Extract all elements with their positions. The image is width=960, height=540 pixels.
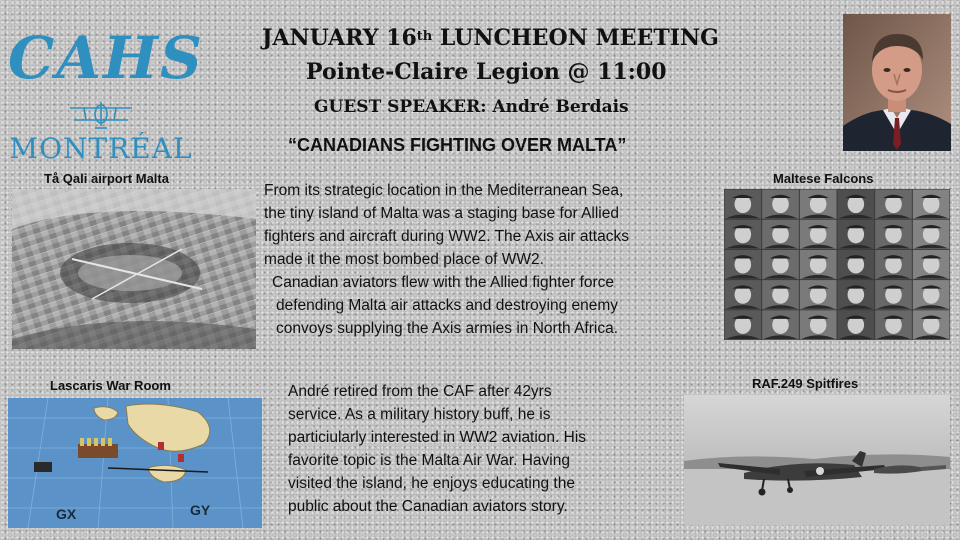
pilot-portrait — [838, 310, 875, 339]
pilot-portrait — [725, 220, 762, 249]
pilot-portrait — [875, 250, 912, 279]
pilot-portrait — [762, 310, 799, 339]
label-airport: Tå Qali airport Malta — [44, 171, 169, 186]
pilot-portrait — [875, 220, 912, 249]
airport-aerial-photo — [12, 189, 256, 349]
pilot-portrait — [838, 250, 875, 279]
map-mark-gx: GX — [56, 506, 77, 522]
pilot-portrait — [838, 220, 875, 249]
intro-line: convoys supplying the Axis armies in North Africa. — [276, 320, 619, 337]
meeting-title-date: JANUARY 16 — [262, 25, 417, 51]
pilot-portrait — [762, 220, 799, 249]
intro-line: made it the most bombed place of WW2. — [264, 251, 544, 268]
label-war-room: Lascaris War Room — [50, 378, 171, 393]
pilot-portraits-grid — [724, 189, 950, 340]
pilot-portrait — [800, 190, 837, 219]
label-falcons: Maltese Falcons — [773, 171, 874, 186]
pilot-portrait — [875, 310, 912, 339]
speaker-portrait — [843, 14, 951, 151]
biplane-icon — [68, 98, 134, 132]
pilot-portrait — [838, 190, 875, 219]
pilot-portrait — [725, 310, 762, 339]
intro-line: fighters and aircraft during WW2. The Axis air attacks — [264, 228, 629, 245]
pilot-portrait — [800, 310, 837, 339]
pilot-portrait — [875, 190, 912, 219]
pilot-portrait — [913, 310, 950, 339]
guest-speaker: GUEST SPEAKER: André Berdais — [314, 97, 629, 117]
intro-line: defending Malta air attacks and destroying enemy — [276, 297, 619, 314]
bio-line: service. As a military history buff, he is — [288, 406, 551, 423]
pilot-portrait — [875, 280, 912, 309]
pilot-portrait — [913, 190, 950, 219]
pilot-portrait — [725, 190, 762, 219]
pilot-portrait — [762, 280, 799, 309]
pilot-portrait — [725, 250, 762, 279]
bio-line: André retired from the CAF after 42yrs — [288, 383, 552, 400]
pilot-portrait — [725, 280, 762, 309]
intro-line: the tiny island of Malta was a staging base for Allied — [264, 205, 619, 222]
spitfires-photo — [684, 395, 950, 525]
speaker-bio — [288, 380, 658, 518]
war-room-photo — [8, 398, 262, 528]
pilot-portrait — [762, 250, 799, 279]
meeting-location: Pointe-Claire Legion @ 11:00 — [306, 59, 667, 85]
meeting-title-sup: th — [416, 29, 433, 44]
meeting-title-suffix: LUNCHEON MEETING — [432, 25, 719, 51]
intro-paragraph — [264, 179, 724, 340]
bio-line: favorite topic is the Malta Air War. Having — [288, 452, 570, 469]
bio-line: visited the island, he enjoys educating the — [288, 475, 575, 492]
logo-city: MONTRÉAL — [9, 132, 193, 165]
meeting-title — [262, 24, 719, 52]
pilot-portrait — [800, 220, 837, 249]
logo-letters: CAHS — [8, 24, 204, 92]
intro-line: Canadian aviators flew with the Allied fighter force — [272, 274, 615, 291]
pilot-portrait — [800, 280, 837, 309]
label-spitfires: RAF.249 Spitfires — [752, 376, 859, 391]
pilot-portrait — [913, 280, 950, 309]
bio-line: public about the Canadian aviators story. — [288, 498, 568, 515]
pilot-portrait — [913, 220, 950, 249]
intro-line: From its strategic location in the Mediterranean Sea, — [264, 182, 624, 199]
cahs-logo — [8, 18, 204, 165]
bio-line: particiularly interested in WW2 aviation. His — [288, 429, 587, 446]
pilot-portrait — [838, 280, 875, 309]
pilot-portrait — [762, 190, 799, 219]
pilot-portrait — [800, 250, 837, 279]
talk-title: “CANADIANS FIGHTING OVER MALTA” — [288, 135, 627, 155]
map-mark-gy: GY — [190, 502, 211, 518]
pilot-portrait — [913, 250, 950, 279]
